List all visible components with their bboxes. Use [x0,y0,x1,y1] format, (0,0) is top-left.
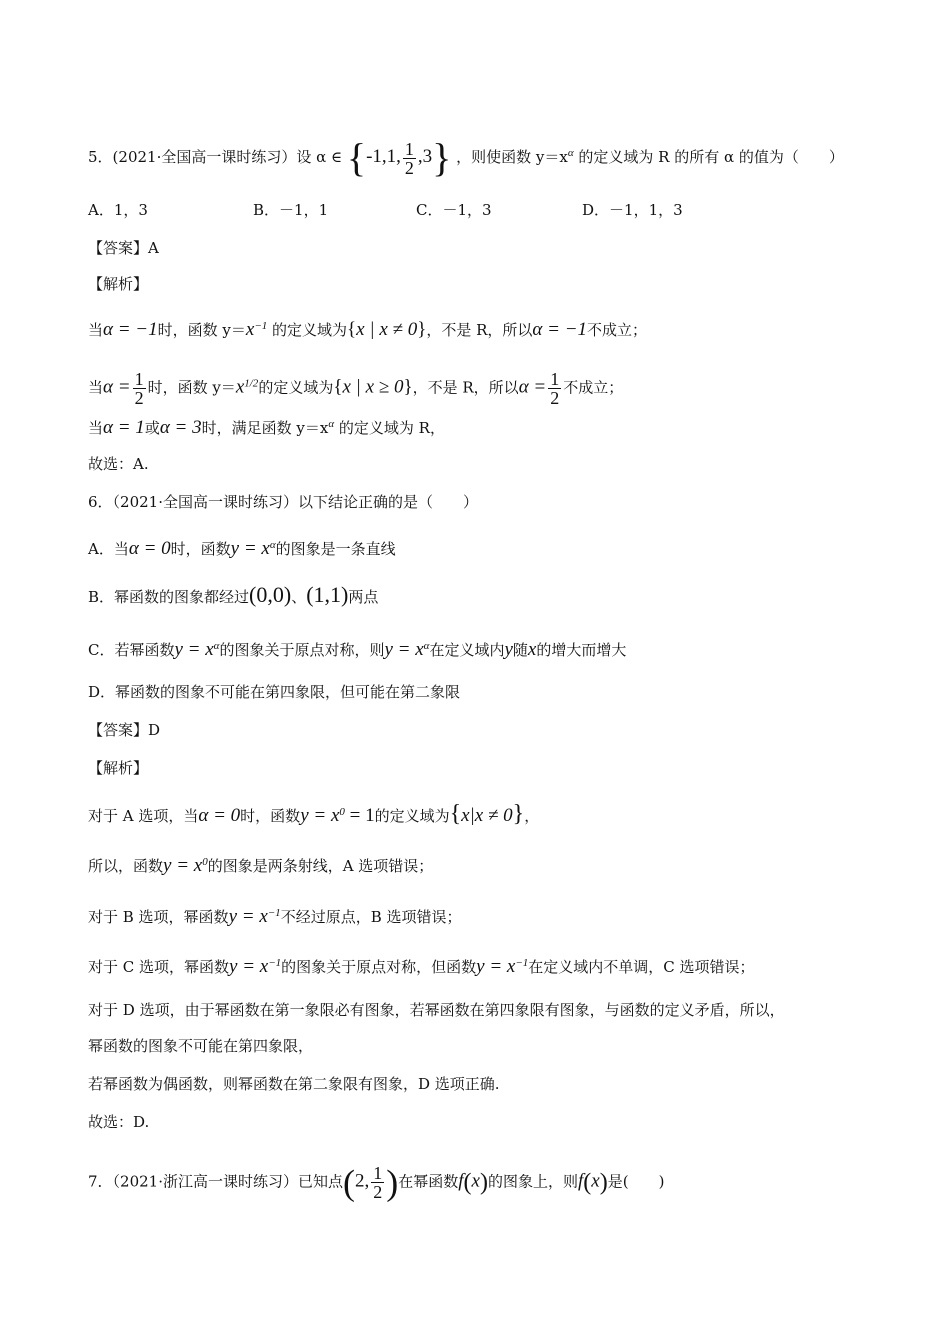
q6-analysis-line2: 所以，函数$y = x^0$的图象是两条射线，A 选项错误； [88,855,434,876]
q6-analysis-line4: 对于 C 选项，幂函数$y = x^{-1}$的图象关于原点对称，但函数$y = x^{-1}$在定义域内不单调，C 选项错误； [88,956,755,977]
q5-option-a: A．1，3 [88,201,148,219]
q5-analysis-line2: 当α = $\frac{1}{2}$ 时，函数 $y=x^{1/2}$的定义域为{x | x ≥ 0}，不是 R，所以α = $\frac{1}{2}$ 不成立； [88,369,624,408]
q6-analysis-line3: 对于 B 选项，幂函数$y = x^{-1}$不经过原点，B 选项错误； [88,906,462,927]
q5-option-d: D．－1，1，3 [582,201,683,219]
q5-set: -1,1, [366,146,401,167]
q5-analysis-line1: 当α = −1时，函数 $y=x^{-1}$ 的定义域为{x | x ≠ 0}，不是 R，所以α = −1不成立； [88,319,648,340]
q6-option-d: D．幂函数的图象不可能在第四象限，但可能在第二象限 [88,683,461,701]
right-brace: } [432,135,452,180]
q6-analysis-title: 【解析】 [88,759,149,777]
q6-answer: 【答案】D [88,721,161,739]
q6-option-c: C．若幂函数$y = x^\alpha$的图象关于原点对称，则$y = x^\alpha$在定义域内y随x的增大而增大 [88,639,627,660]
q5-answer: 【答案】A [88,239,159,257]
q5-conclusion: 故选：A. [88,455,149,473]
q6-analysis-line5: 对于 D 选项，由于幂函数在第一象限必有图象，若幂函数在第四象限有图象，与函数的定义矛盾，所以， [88,1001,785,1019]
q6-analysis-line7: 若幂函数为偶函数，则幂函数在第二象限有图象，D 选项正确. [88,1075,500,1093]
q5-option-b: B．－1，1 [253,201,329,219]
q6-option-b: B．幂函数的图象都经过(0,0)、(1,1)两点 [88,582,379,607]
q5-option-c: C．－1，3 [416,201,492,219]
q6-analysis-line1: 对于 A 选项，当α = 0时，函数$y = x^0 = 1$的定义域为{x|x ≠ 0}， [88,801,540,827]
q5-analysis-title: 【解析】 [88,275,149,293]
q7-stem: 7．（2021·浙江高一课时练习）已知点(2, $\frac{1}{2}$ )在幂函数f(x)的图象上，则f(x)是( ) [88,1162,665,1203]
left-brace: { [346,135,367,180]
q6-stem: 6．（2021·全国高一课时练习）以下结论正确的是（ ） [88,493,478,511]
q6-option-a: A．当α = 0时，函数$y = x^\alpha$的图象是一条直线 [88,538,396,559]
q6-conclusion: 故选：D. [88,1113,150,1131]
q5-set-fraction: $\frac{1}{2}$ [404,138,414,178]
q5-analysis-line3: 当α = 1或α = 3时，满足函数 $y=x^\alpha$ 的定义域为 R， [88,417,445,438]
q5-stem: 5．(2021·全国高一课时练习）设 α ∈ {-1,1, $\frac{1}{2}$ ,3} ，则使函数 $y=x^\alpha$ 的定义域为 R 的所有 α 的值为（ ） [88,135,844,180]
q6-analysis-line6: 幂函数的图象不可能在第四象限， [88,1037,314,1055]
